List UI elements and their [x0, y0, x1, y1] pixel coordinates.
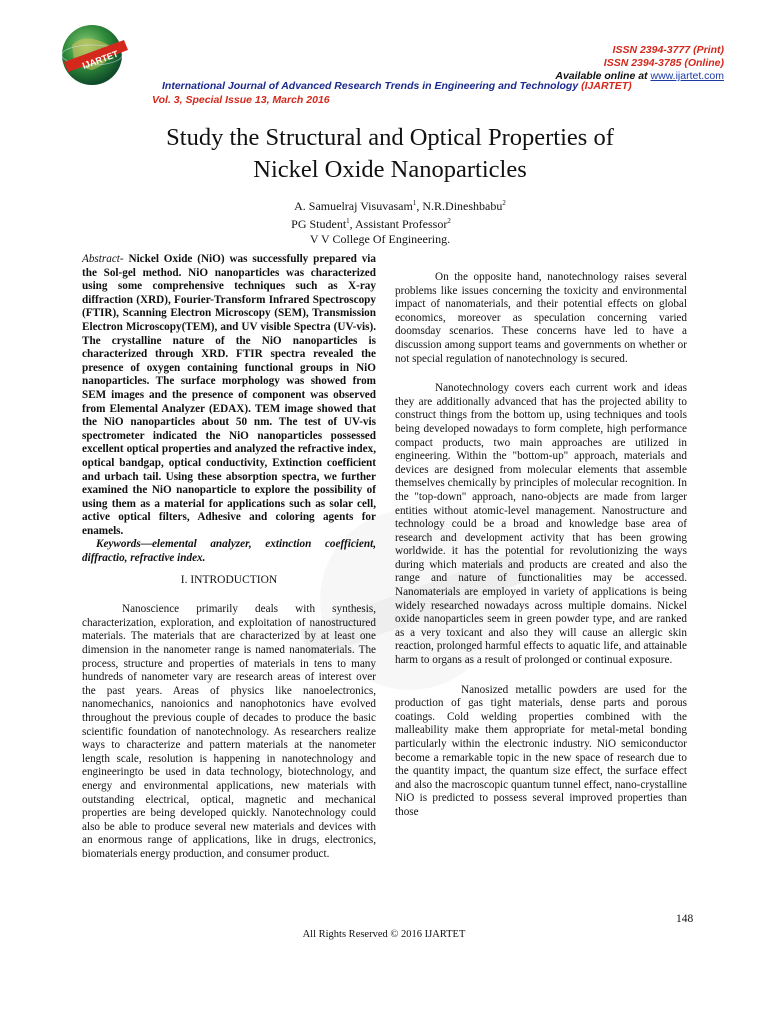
keywords: Keywords—elemental analyzer, extinction coefficient, diffractio, refractive index.: [82, 538, 376, 565]
paragraph: On the opposite hand, nanotechnology raises several problems like issues concerning the toxicity and environmental impact of nanomaterials, and their potential effects on global economics, moreover as speculation concerning varied doomsday scenarios. These concerns have led to have a discussion among support teams and governments on whether or not special regulation of nanotechnology is secured.: [395, 271, 687, 365]
section-heading-introduction: I. INTRODUCTION: [180, 573, 278, 586]
paper-title: Study the Structural and Optical Properties of Nickel Oxide Nanoparticles: [166, 124, 614, 183]
journal-name: International Journal of Advanced Research Trends in Engineering and Technology (IJARTET): [162, 80, 632, 92]
logo-text: IJARTET: [80, 48, 120, 71]
paragraph: Nanotechnology covers each current work and ideas they are additionally advanced that has the projected ability to construct things from the bottom up, using techniques and tools being developed nowadays to form complete, high performance compact products, two main approaches are utilized in engineering. Within the "bottom-up" approach, materials and devices are designed from molecular elements that assemble themselves chemically by principles of molecular recognition. In the "top-down" approach, nano-objects are made from larger entities without atomic-level management. Nanostructure and technology could be a broad and knowledge base area of research and development activity that has been growing worldwide. it has the potential for revolutionizing the ways during which materials and products are created and also the range and nature of functionalities may be accessed. Nanomaterials are employed in variety of applications is being widely researched nowadays across multiple domains. Nickel oxide nanoparticles seem in green powder type, and are ranked as a very toxicant and also they will cause an allergic skin reaction, prolonged harmful effects to aquatic life, and attainable harm to organs as a result of prolonged or continual exposure.: [395, 382, 687, 667]
author-block: [230, 196, 570, 247]
website-link[interactable]: www.ijartet.com: [650, 70, 724, 82]
journal-logo: [52, 20, 152, 90]
copyright-footer: All Rights Reserved © 2016 IJARTET: [302, 929, 466, 940]
left-column: [82, 253, 376, 862]
issn-print: ISSN 2394-3777 (Print): [612, 44, 724, 56]
page-number: 148: [676, 913, 694, 925]
paragraph: Nanosized metallic powders are used for the production of gas tight materials, dense parts and porous coatings. Cold welding properties combined with the malleability make them appropriate for metal-metal bonding particularly within the electronic industry. NiO semiconductor become a remarkable topic in the new space of research due to the quantity impact, the quantum size effect, the surface effect and also the macroscopic quantum tunnel effect, nano-crystalline NiO is predicted to possess several improved properties than those: [395, 683, 687, 818]
available-online: Available online at www.ijartet.com: [555, 70, 724, 82]
abstract: Abstract- Nickel Oxide (NiO) was successfully prepared via the Sol-gel method. NiO nanoparticles was characterized using some comprehensive techniques such as X-ray diffraction (XRD), Fourier-Transform Infrared Spectroscopy (FTIR), Scanning Electron Microscopy (SEM), Transmission Electron Microscopy(TEM), and UV visible Spectra (UV-vis). The crystalline nature of the NiO nanoparticles is characterized through XRD. FTIR spectra revealed the presence of oxygen containing functional groups in NiO nanoparticles. The surface morphology was showed from SEM images and the presence of component was observed from Elemental Analyzer (EDAX). TEM image showed that the NiO nanoparticles about 50 nm. The test of UV-vis spectrometer indicated the NiO nanoparticles possessed excellent optical properties and analyzed the refractive index, optical bandgap, optical conductivity, Extinction coefficient and urbach tail. Using these absorption spectra, we further examined the NiO nanoparticle to explore the possibility of using them as a material for applications such as solar cell, active optical filters, Adhesive and coloring agents for enamels.: [82, 253, 376, 537]
issue-info: Vol. 3, Special Issue 13, March 2016: [152, 94, 330, 106]
paragraph: Nanoscience primarily deals with synthesis, characterization, exploration, and exploitation of nanostructured materials. The materials that are characterized by at least one dimension in the nanometer range is named nanomaterials. The process, structure and properties of materials in tens to many hundreds of nanometer vary are research areas of interest over the past years. Areas of physics like nanoelectronics, nanomechanics, nanoionics and nanophotonics have evolved throughout the previous couple of decades to produce the basic scientific foundation of nanotechnology. As researchers realize ways to characterize and pattern materials at the nanometer length scale, resolution is happening in nanotechnology and engineeringto be used in data technology, biotechnology, and energy and environmental applications, new materials with outstanding electrical, optical, magnetic and mechanical properties are being developed quickly. Nanotechnology could also be able to produce several new materials and devices with an enormous range of applications, like in drugs, electronics, biomaterials energy production, and consumer product.: [82, 603, 376, 860]
issn-online: ISSN 2394-3785 (Online): [603, 57, 724, 69]
right-column: [395, 271, 687, 820]
author-college: V V College Of Engineering.: [309, 232, 451, 246]
author-names: A. Samuelraj Visuvasam$^1$, N.R.Dineshbabu$^2$: [294, 199, 506, 213]
author-roles: PG Student$^1$, Assistant Professor$^2$: [291, 217, 451, 231]
